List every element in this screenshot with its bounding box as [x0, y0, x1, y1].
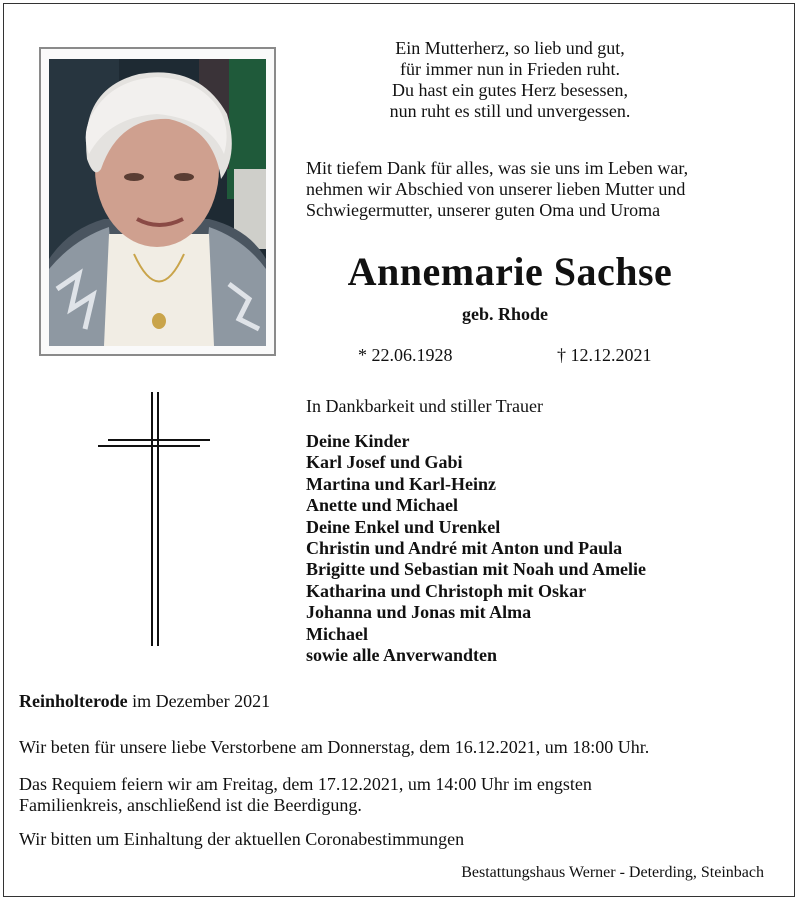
family-line: sowie alle Anverwandten: [306, 645, 497, 666]
birth-date: * 22.06.1928: [358, 345, 453, 365]
undertaker-name: Bestattungshaus Werner - Deterding, Steinbach: [461, 864, 764, 881]
birth-name: geb. Rhode: [461, 304, 548, 324]
poem-line: für immer nun in Frieden ruht.: [400, 59, 620, 79]
mourning-line: In Dankbarkeit und stiller Trauer: [306, 396, 543, 416]
month-year: im Dezember 2021: [127, 691, 271, 711]
poem-line: Ein Mutterherz, so lieb und gut,: [395, 38, 625, 58]
family-line: Deine Kinder: [306, 431, 410, 451]
poem-line: nun ruht es still und unvergessen.: [389, 101, 631, 121]
requiem-line: Familienkreis, anschließend ist die Beerdigung.: [19, 795, 362, 815]
town-name: Reinholterode: [19, 691, 128, 711]
portrait-photo: [49, 59, 266, 346]
family-line: Michael: [306, 623, 368, 644]
death-date: † 12.12.2021: [557, 345, 652, 365]
poem-line: Du hast ein gutes Herz besessen,: [392, 80, 628, 100]
intro-line: Schwiegermutter, unserer guten Oma und Uroma: [306, 200, 661, 220]
family-line: Brigitte und Sebastian mit Noah und Amelie: [306, 559, 647, 580]
requiem-line: Das Requiem feiern wir am Freitag, dem 17.12.2021, um 14:00 Uhr im engsten: [19, 774, 592, 794]
prayer-notice: Wir beten für unsere liebe Verstorbene am Donnerstag, dem 16.12.2021, um 18:00 Uhr.: [19, 737, 650, 757]
corona-notice: Wir bitten um Einhaltung der aktuellen Coronabestimmungen: [19, 829, 465, 849]
family-line: Christin und André mit Anton und Paula: [306, 538, 623, 559]
family-line: Johanna und Jonas mit Alma: [306, 602, 532, 623]
requiem-notice: [19, 774, 779, 816]
intro-line: Mit tiefem Dank für alles, was sie uns im Leben war,: [306, 158, 689, 178]
farewell-intro: [306, 158, 776, 221]
family-line: Deine Enkel und Urenkel: [306, 516, 501, 537]
family-line: Martina und Karl-Heinz: [306, 473, 496, 494]
family-line: Anette und Michael: [306, 495, 458, 516]
family-list: [306, 431, 646, 666]
poem: [330, 38, 690, 122]
family-line: Katharina und Christoph mit Oskar: [306, 580, 587, 601]
deceased-name: Annemarie Sachse: [347, 249, 673, 294]
cross-icon: [96, 390, 212, 655]
place-date-line: [19, 691, 270, 712]
intro-line: nehmen wir Abschied von unserer lieben Mutter und: [306, 179, 686, 199]
family-line: Karl Josef und Gabi: [306, 452, 463, 473]
